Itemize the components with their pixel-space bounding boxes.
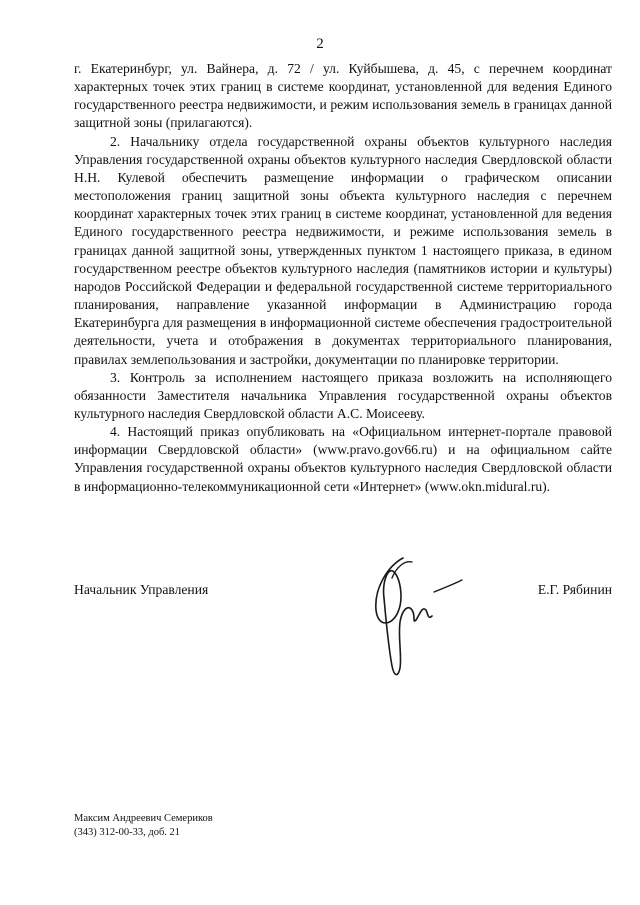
signature-block xyxy=(74,582,612,602)
document-body xyxy=(74,60,612,496)
contact-person: Максим Андреевич Семериков xyxy=(74,813,213,824)
contact-phone: (343) 312-00-33, доб. 21 xyxy=(74,827,181,838)
page-number: 2 xyxy=(316,36,324,52)
paragraph-continuation: г. Екатеринбург, ул. Вайнера, д. 72 / ул. Куйбышева, д. 45, с перечнем координат характерных точек этих границ в системе координат, установленной для ведения Единого государственного реестра недвижимости, и режим использования земель в границах данной защитной зоны (прилагаются). xyxy=(74,61,612,131)
paragraph-item-3: 3. Контроль за исполнением настоящего приказа возложить на исполняющего обязанности Заместителя начальника Управления государственной охраны объектов культурного наследия Свердловской области А.С. Моисееву. xyxy=(74,369,612,421)
paragraph-item-2: 2. Начальнику отдела государственной охраны объектов культурного наследия Управления государственной охраны объектов культурного наследия Свердловской области Н.Н. Кулевой обеспечить размещение информации о графическом описании местоположения границ защитной зоны объекта культурного наследия с перечнем координат характерных точек этих границ в системе координат, установленной для ведения Единого государственного реестра недвижимости, и режиме использования земель в границах данной защитной зоны, утвержденных пунктом 1 настоящего приказа, в едином государственном реестре объектов культурного наследия (памятников истории и культуры) народов Российской Федерации и федеральной государственной системе территориального планирования, направление указанной информации в Администрацию города Екатеринбурга для размещения в информационной системе обеспечения градостроительной деятельности, учета и отображения в документах территориального планирования, правилах землепользования и застройки, документации по планировке территории. xyxy=(74,133,612,367)
paragraph-item-4: 4. Настоящий приказ опубликовать на «Официальном интернет-портале правовой информации Свердловской области» (www.pravo.gov66.ru) и на официальном сайте Управления государственной охраны объектов культурного наследия Свердловской области в информационно-телекоммуникационной сети «Интернет» (www.okn.midural.ru). xyxy=(74,424,612,494)
handwritten-signature xyxy=(348,548,468,688)
contact-info xyxy=(74,812,374,840)
signatory-name: Е.Г. Рябинин xyxy=(537,582,612,597)
signatory-title: Начальник Управления xyxy=(74,582,209,597)
